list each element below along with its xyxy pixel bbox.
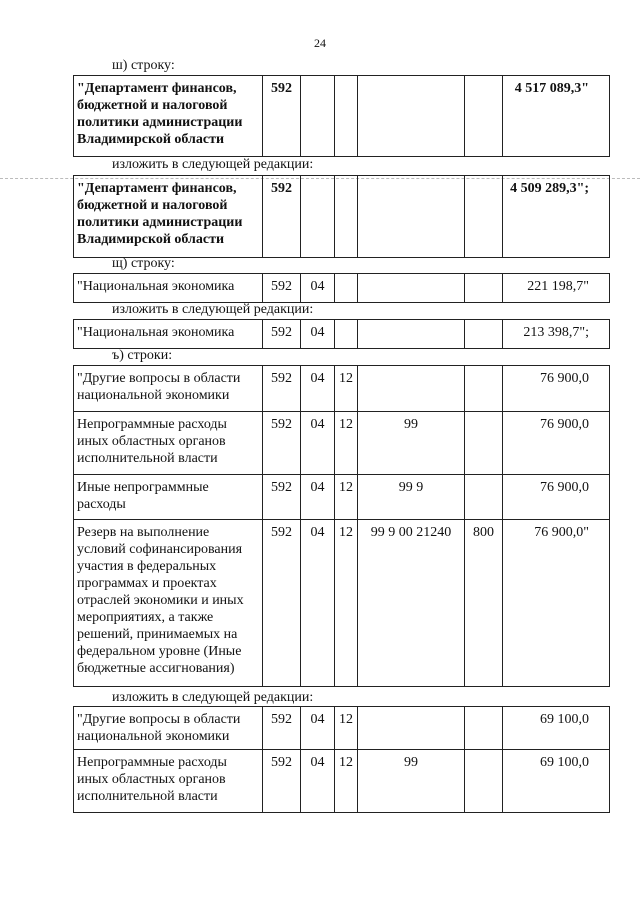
- table-row: [74, 320, 610, 349]
- table-shch: [73, 273, 610, 303]
- cell-type: [465, 475, 503, 520]
- table-row: [74, 176, 610, 258]
- cell-subsection: 12: [335, 520, 358, 687]
- caption-sh: ш) строку:: [112, 58, 175, 73]
- cell-subsection: 12: [335, 707, 358, 750]
- cell-section: 04: [301, 274, 335, 303]
- cell-subsection: 12: [335, 475, 358, 520]
- cell-section: 04: [301, 520, 335, 687]
- caption-edit-2: изложить в следующей редакции:: [112, 302, 314, 317]
- cell-type: [465, 750, 503, 813]
- cell-section: 04: [301, 475, 335, 520]
- table-hard-sign: [73, 365, 610, 687]
- cell-type: [465, 412, 503, 475]
- cell-type: [465, 274, 503, 303]
- cell-code: 592: [263, 750, 301, 813]
- cell-sum: 221 198,7": [503, 274, 610, 303]
- cell-subsection: 12: [335, 412, 358, 475]
- cell-subsection: [335, 274, 358, 303]
- cell-type: [465, 320, 503, 349]
- cell-type: 800: [465, 520, 503, 687]
- caption-edit-3: изложить в следующей редакции:: [112, 690, 314, 705]
- cell-section: 04: [301, 412, 335, 475]
- cell-code: 592: [263, 320, 301, 349]
- table-row: [74, 750, 610, 813]
- cell-section: 04: [301, 707, 335, 750]
- cell-code: 592: [263, 76, 301, 157]
- cell-sum: 69 100,0: [503, 707, 610, 750]
- cell-subsection: [335, 76, 358, 157]
- cell-code: 592: [263, 366, 301, 412]
- cell-target: [358, 274, 465, 303]
- cell-type: [465, 707, 503, 750]
- cell-sum: 76 900,0: [503, 366, 610, 412]
- cell-subsection: [335, 176, 358, 258]
- cell-section: 04: [301, 320, 335, 349]
- table-row: [74, 412, 610, 475]
- caption-hard-sign: ъ) строки:: [112, 348, 173, 363]
- caption-shch: щ) строку:: [112, 256, 175, 271]
- cell-sum: 213 398,7";: [503, 320, 610, 349]
- cell-target: [358, 320, 465, 349]
- cell-target: 99 9 00 21240: [358, 520, 465, 687]
- table-row: [74, 76, 610, 157]
- cell-subsection: 12: [335, 750, 358, 813]
- cell-subsection: 12: [335, 366, 358, 412]
- table-row: [74, 274, 610, 303]
- cell-target: 99: [358, 412, 465, 475]
- cell-name: Резерв на выполнение условий софинансирования участия в федеральных программах и проектах отраслей экономики и иных мероприятиях, а также решений, принимаемых на федеральном уровне (Иные бюджетные ассигнования): [74, 520, 263, 687]
- cell-target: 99: [358, 750, 465, 813]
- cell-code: 592: [263, 412, 301, 475]
- table-row: [74, 475, 610, 520]
- cell-name: "Национальная экономика: [74, 320, 263, 349]
- cell-section: [301, 76, 335, 157]
- table-edit-3: [73, 706, 610, 813]
- cell-target: 99 9: [358, 475, 465, 520]
- cell-name: "Другие вопросы в области национальной экономики: [74, 366, 263, 412]
- cell-type: [465, 366, 503, 412]
- cell-code: 592: [263, 707, 301, 750]
- cell-name: "Другие вопросы в области национальной экономики: [74, 707, 263, 750]
- cell-target: [358, 76, 465, 157]
- table-row: [74, 520, 610, 687]
- cell-name: "Департамент финансов, бюджетной и налоговой политики администрации Владимирской области: [74, 76, 263, 157]
- table-edit-1: [73, 175, 610, 258]
- page-number: 24: [314, 36, 326, 50]
- cell-sum: 76 900,0: [503, 475, 610, 520]
- table-sh: [73, 75, 610, 157]
- cell-code: 592: [263, 475, 301, 520]
- cell-name: Иные непрограммные расходы: [74, 475, 263, 520]
- cell-section: 04: [301, 366, 335, 412]
- cell-section: [301, 176, 335, 258]
- table-edit-2: [73, 319, 610, 349]
- cell-name: "Департамент финансов, бюджетной и налоговой политики администрации Владимирской области: [74, 176, 263, 258]
- cell-code: 592: [263, 520, 301, 687]
- table-row: [74, 366, 610, 412]
- cell-target: [358, 176, 465, 258]
- cell-sum: 76 900,0": [503, 520, 610, 687]
- cell-name: Непрограммные расходы иных областных органов исполнительной власти: [74, 750, 263, 813]
- table-row: [74, 707, 610, 750]
- cell-section: 04: [301, 750, 335, 813]
- cell-name: "Национальная экономика: [74, 274, 263, 303]
- cell-sum: 76 900,0: [503, 412, 610, 475]
- cell-type: [465, 76, 503, 157]
- cell-code: 592: [263, 176, 301, 258]
- cell-subsection: [335, 320, 358, 349]
- cell-sum: 4 517 089,3": [503, 76, 610, 157]
- cell-sum: 4 509 289,3";: [503, 176, 610, 258]
- cell-name: Непрограммные расходы иных областных органов исполнительной власти: [74, 412, 263, 475]
- cell-code: 592: [263, 274, 301, 303]
- cell-sum: 69 100,0: [503, 750, 610, 813]
- cell-target: [358, 707, 465, 750]
- cell-target: [358, 366, 465, 412]
- cell-type: [465, 176, 503, 258]
- caption-edit-1: изложить в следующей редакции:: [112, 157, 314, 172]
